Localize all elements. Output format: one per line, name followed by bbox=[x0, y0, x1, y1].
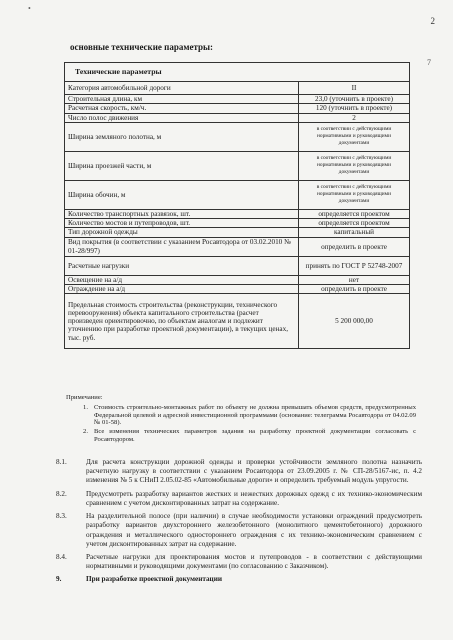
table-row bbox=[65, 275, 410, 284]
param-label: Освещение на а/д bbox=[65, 275, 299, 284]
table-row bbox=[65, 82, 410, 95]
note-item bbox=[66, 404, 416, 427]
param-label: Вид покрытия (в соответствии с указанием Росавтодора от 03.02.2010 № 01-28/997) bbox=[65, 237, 299, 256]
clause-text: Расчетные нагрузки для проектирования мостов и путепроводов - в соответствии с действующими нормативными и руководящими документами (по согласованию с Заказчиком). bbox=[86, 552, 422, 571]
param-label: Строительная длина, км bbox=[65, 95, 299, 104]
param-label: Число полос движения bbox=[65, 113, 299, 122]
note-number: 1. bbox=[83, 403, 88, 411]
param-value: принять по ГОСТ Р 52748-2007 bbox=[299, 256, 410, 275]
param-value: 2 bbox=[299, 113, 410, 122]
param-value: в соответствии с действующими нормативными и руководящими документами bbox=[299, 180, 410, 209]
notes-block bbox=[66, 394, 416, 445]
clause-item bbox=[56, 512, 422, 549]
note-text: Стоимость строительно-монтажных работ по объекту не должна превышать объемов средств, предусмотренных Федеральной целевой и адресной инвестиционной программами (основание: телеграмма Росавтодора от 04.02.09 № 01-58). bbox=[94, 403, 416, 427]
param-value: 23,0 (уточнить в проекте) bbox=[299, 95, 410, 104]
notes-list bbox=[66, 404, 416, 444]
param-value: определяется проектом bbox=[299, 209, 410, 218]
clauses-list bbox=[56, 458, 422, 589]
param-label: Расчетная скорость, км/ч. bbox=[65, 104, 299, 113]
notes-title: Примечание: bbox=[66, 394, 103, 401]
table-row bbox=[65, 113, 410, 122]
param-value: нет bbox=[299, 275, 410, 284]
param-label: Ширина земляного полотна, м bbox=[65, 122, 299, 151]
clause-number: 9. bbox=[56, 575, 62, 584]
param-value: 120 (уточнить в проекте) bbox=[299, 104, 410, 113]
clause-item bbox=[56, 575, 422, 584]
table-row bbox=[65, 237, 410, 256]
page-number: 2 bbox=[430, 16, 435, 26]
table-row bbox=[65, 180, 410, 209]
param-label: Тип дорожной одежды bbox=[65, 228, 299, 237]
param-value: капитальный bbox=[299, 228, 410, 237]
clause-item bbox=[56, 553, 422, 571]
param-value: 5 200 000,00 bbox=[299, 294, 410, 349]
param-value: определить в проекте bbox=[299, 237, 410, 256]
clause-number: 8.4. bbox=[56, 552, 67, 561]
table-row bbox=[65, 209, 410, 218]
section-title: основные технические параметры: bbox=[70, 42, 214, 52]
table-row bbox=[65, 219, 410, 228]
param-label: Ограждение на а/д bbox=[65, 284, 299, 293]
table-row bbox=[65, 294, 410, 349]
clause-text: На разделительной полосе (при наличии) в случае необходимости установки ограждений предусмотреть разработку вариантов двухстороннего железобетонного (монолитного цементобетонного) дорожного ограждения и металлического одностороннего ограждения с их технико-экономическим сравнением с учетом дисконтированных затрат на содержание. bbox=[86, 512, 422, 548]
param-value: в соответствии с действующими нормативными и руководящими документами bbox=[299, 122, 410, 151]
table-row bbox=[65, 228, 410, 237]
param-label: Предельная стоимость строительства (реконструкции, технического перевооружения) объекта капитального строительства (расчет произведен ориентировочно, по объектам аналогам и подлежит уточнению при разработке проектной документации), в текущих ценах, тыс. руб. bbox=[65, 294, 299, 349]
clause-number: 8.1. bbox=[56, 458, 67, 466]
table-row bbox=[65, 256, 410, 275]
table-row bbox=[65, 151, 410, 180]
param-label: Ширина проезжей части, м bbox=[65, 151, 299, 180]
table-header-cell: Технические параметры bbox=[65, 63, 410, 82]
table-header-row bbox=[65, 63, 410, 82]
clause-number: 8.3. bbox=[56, 512, 67, 521]
param-value: II bbox=[299, 82, 410, 95]
clause-text: Для расчета конструкции дорожной одежды и проверки устойчивости земляного полотна назначить расчетную нагрузку в соответствии с указанием Росавтодора от 23.09.2005 г. № СП-28/5167-ис, п. 4.2 изменения № 5 к СНиП 2.05.02-85 «Автомобильные дороги» и определить требуемый модуль упругости. bbox=[86, 458, 422, 485]
note-item bbox=[66, 428, 416, 444]
param-label: Количество транспортных развязок, шт. bbox=[65, 209, 299, 218]
clause-number: 8.2. bbox=[56, 489, 67, 498]
param-label: Ширина обочин, м bbox=[65, 180, 299, 209]
param-value: в соответствии с действующими нормативными и руководящими документами bbox=[299, 151, 410, 180]
note-text: Все изменения технических параметров задания на разработку проектной документации согласовать с Росавтодором. bbox=[94, 428, 416, 443]
param-value: определить в проекте bbox=[299, 284, 410, 293]
clause-item bbox=[56, 458, 422, 486]
clause-text: При разработке проектной документации bbox=[86, 575, 222, 584]
param-label: Расчетные нагрузки bbox=[65, 256, 299, 275]
param-label: Категория автомобильной дороги bbox=[65, 82, 299, 95]
clause-text: Предусмотреть разработку вариантов жестких и нежестких дорожных одежд с их технико-экономическим сравнением с учетом дисконтированных затрат на содержание. bbox=[86, 489, 422, 507]
corner-mark: • bbox=[28, 4, 31, 13]
param-label: Количество мостов и путепроводов, шт. bbox=[65, 219, 299, 228]
technical-parameters-table bbox=[64, 62, 410, 349]
table-row bbox=[65, 104, 410, 113]
table-row bbox=[65, 284, 410, 293]
param-value: определяется проектом bbox=[299, 219, 410, 228]
table-row bbox=[65, 95, 410, 104]
table-row bbox=[65, 122, 410, 151]
clause-item bbox=[56, 490, 422, 508]
margin-mark: 7 bbox=[427, 58, 431, 67]
note-number: 2. bbox=[83, 428, 88, 436]
